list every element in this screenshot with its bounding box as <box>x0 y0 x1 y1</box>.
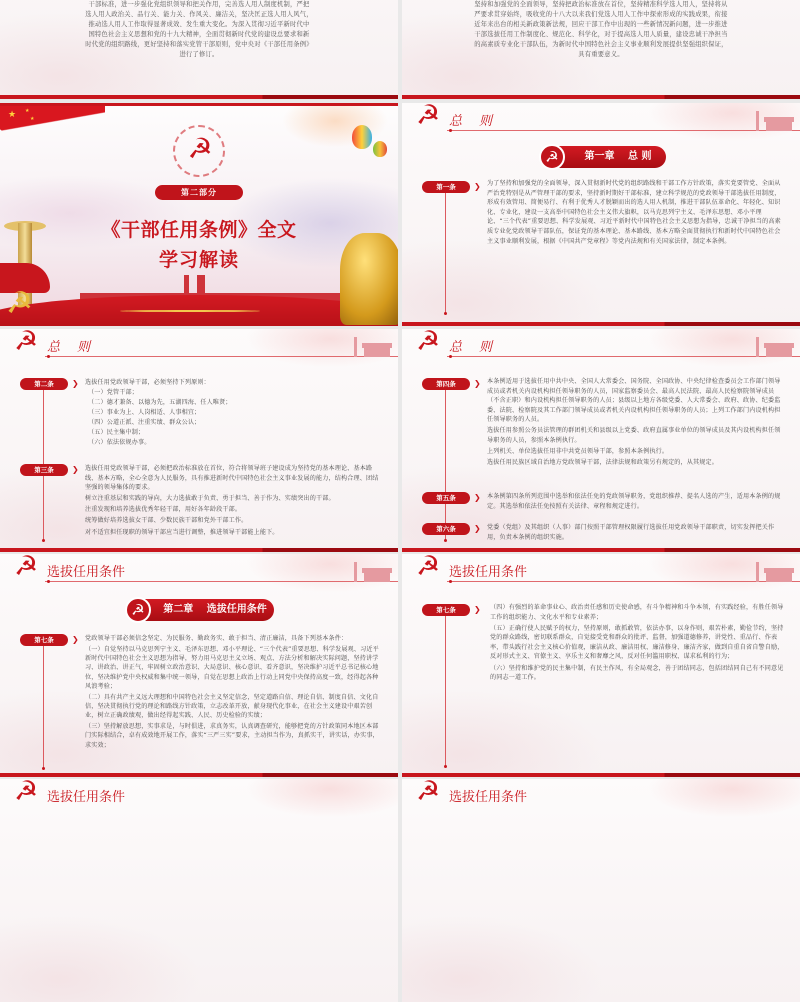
slide-bottom-bar <box>402 773 800 777</box>
principle-item: （二）德才兼备、以德为先，五湖四海、任人唯贤； <box>88 399 232 406</box>
article-paragraph: （一）自觉坚持以马克思列宁主义、毛泽东思想、邓小平理论、“三个代表”重要思想、科学发展观、习近平新时代中国特色社会主义思想为指导，努力用马克思主义立场、观点、方法分析和解决实际问题，坚持讲学习、讲政治、讲正气，牢固树立政治意识、大局意识、核心意识、看齐意识，坚决维护习近平总书记核心地位，坚决维护党中央权威和集中统一领导，自觉在思想上政治上行动上同党中央保持高度一致，经得起各种风浪考验； <box>85 645 379 690</box>
chevron-right-icon: ❯ <box>474 524 481 533</box>
chevron-right-icon: ❯ <box>474 379 481 388</box>
intro-text <box>442 0 760 60</box>
article-label: 第三条 <box>20 464 68 476</box>
chevron-right-icon: ❯ <box>72 465 79 474</box>
article-text <box>85 634 381 752</box>
text-line: 进行了修订。 <box>179 51 219 58</box>
article-paragraph: （三）坚持解放思想，实事求是，与时俱进，求真务实，认真调查研究，能够把党的方针政策同本地区本部门实际相结合，卓有成效地开展工作，落实“三严三实”要求，主动担当作为，真抓实干，讲实话，办实事，求实效； <box>85 723 379 749</box>
chapter-banner <box>542 146 666 168</box>
article-label: 第二条 <box>20 378 68 390</box>
slide-header-title: 总 则 <box>47 340 93 355</box>
article-paragraph: 选拔任用民族区域自治地方党政领导干部，法律法规和政策另有规定的，从其规定。 <box>487 459 719 467</box>
slide-header-title: 选拔任用条件 <box>449 790 528 805</box>
header-dot <box>449 129 452 132</box>
slide-thumbnail-intro-right[interactable] <box>402 0 800 99</box>
text-line: 干部选拔任用工作制度化、规范化、科学化，对于提高选人用人质量，建设忠诚干净担当 <box>474 31 728 38</box>
timeline-line <box>445 616 446 766</box>
article-label: 第七条 <box>422 604 470 616</box>
header-dot <box>449 355 452 358</box>
cover-subtitle: 学习解读 <box>158 249 239 271</box>
hot-air-balloon-icon <box>352 125 372 149</box>
timeline-dot <box>444 312 447 315</box>
hammer-sickle-icon: ☭ <box>416 103 441 131</box>
chevron-right-icon: ❯ <box>474 493 481 502</box>
article-intro: 选拔任用党政领导干部，必须坚持下列原则： <box>85 379 210 386</box>
timeline-line <box>445 193 446 313</box>
article-text <box>487 377 783 469</box>
red-flag-decoration: ★ ★ ★ <box>0 106 105 138</box>
text-line: 严要求贯穿始终，吸收党的十八大以来我们党选人用人工作中探索形成的实践成果，衔接 <box>474 11 728 18</box>
slide-bottom-bar <box>402 548 800 552</box>
header-dot <box>47 355 50 358</box>
article-paragraph: 注重发现和培养选拔优秀年轻干部，用好各年龄段干部。 <box>85 506 242 514</box>
slide-thumbnail-next-right[interactable] <box>402 779 800 1002</box>
cover-title: 《干部任用条例》全文 <box>101 219 297 241</box>
slide-bottom-bar <box>402 95 800 99</box>
hammer-sickle-icon: ☭ <box>14 329 39 357</box>
hammer-sickle-icon: ☭ <box>416 329 441 357</box>
timeline-dot <box>444 539 447 542</box>
article-paragraph: （四）有强烈的革命事业心、政治责任感和历史使命感，有斗争精神和斗争本领，有实践经验，有胜任领导工作的组织能力、文化水平和专业素养； <box>490 604 784 621</box>
timeline-line <box>43 646 44 768</box>
text-line: 推动选人用人工作取得显著成效、发生重大变化。为深入贯彻习近平新时代中 <box>88 21 310 28</box>
article-paragraph: 选拔任用参照公务员法管理的群团机关和县级以上党委、政府直属事业单位的领导成员及其内设机构担任领导职务的人员，参照本条例执行。 <box>487 427 781 445</box>
slide-header-title: 选拔任用条件 <box>449 565 528 580</box>
hammer-sickle-icon: ☭ <box>14 779 39 807</box>
gold-hammer-sickle-icon: ☭ <box>6 286 33 321</box>
slide-bottom-bar <box>0 95 398 99</box>
slide-header-title: 总 则 <box>449 340 495 355</box>
article-label: 第五条 <box>422 492 470 504</box>
text-line: 国特色社会主义思想和党的十九大精神，全面贯彻新时代党的建设总要求和新 <box>88 31 310 38</box>
tiananmen-icon <box>346 560 394 582</box>
header-dot <box>47 580 50 583</box>
tiananmen-icon <box>346 335 394 357</box>
slide-thumbnail-cover[interactable] <box>0 103 398 326</box>
article-paragraph: 党政领导干部必须信念坚定、为民服务、勤政务实、敢于担当、清正廉洁，具备下列基本条件： <box>85 635 348 642</box>
hammer-sickle-icon: ☭ <box>416 554 441 582</box>
text-line: 选人用人政治关、品行关、能力关、作风关、廉洁关，坚决匡正选人用人风气， <box>85 11 313 18</box>
part-badge: 第二部分 <box>155 185 243 200</box>
article-paragraph: 选拔任用党政领导干部，必须把政治标准放在首位，符合将领导班子建设成为坚持党的基本理论、基本路线、基本方略，全心全意为人民服务，具有推进新时代中国特色社会主义事业发展的能力，结构合理、团结坚强的领导集体的要求。 <box>85 465 379 492</box>
gold-line-decoration <box>120 310 260 312</box>
article-paragraph: 树立注重基层和实践的导向，大力选拔敢于负责、勇于担当、善于作为、实绩突出的干部。 <box>85 495 335 503</box>
hammer-sickle-icon: ☭ <box>187 132 213 165</box>
slide-thumbnail-article-7b[interactable] <box>402 554 800 777</box>
article-paragraph: （六）坚持和维护党的民主集中制，有民主作风，有全局观念，善于团结同志，包括团结同自己有不同意见的同志一道工作。 <box>490 664 784 682</box>
chapter-title: 第一章 总 则 <box>584 151 652 162</box>
hot-air-balloon-icon <box>373 141 387 157</box>
article-paragraph: （五）正确行使人民赋予的权力，坚持原则，敢抓敢管，依法办事，以身作则，艰苦朴素，勤俭节约，坚持党的群众路线，密切联系群众，自觉接受党和群众的批评、监督，加强道德修养，讲党性、重品行、作表率，带头践行社会主义核心价值观，廉洁从政、廉洁用权、廉洁修身、廉洁齐家，做到自重自省自警自励，反对形式主义、官僚主义、享乐主义和奢靡之风，反对任何滥用职权、谋求私利的行为； <box>490 624 784 661</box>
article-text <box>85 464 381 539</box>
text-line: 具有重要意义。 <box>578 51 624 58</box>
text-line: 时代党的组织路线，更好坚持和落实党管干部原则，党中央对《干部任用条例》 <box>85 41 313 48</box>
article-text <box>487 523 783 544</box>
slide-thumbnail-article-4-6[interactable] <box>402 329 800 552</box>
chapter-title: 第二章 选拔任用条件 <box>163 604 267 615</box>
text-line: 的高素质专业化干部队伍，为新时代中国特色社会主义事业顺利发展提供坚强组织保证， <box>474 41 728 48</box>
article-label: 第七条 <box>20 634 68 646</box>
article-label: 第四条 <box>422 378 470 390</box>
article-paragraph: （二）具有共产主义远大理想和中国特色社会主义坚定信念，坚定道路自信、理论自信、制度自信、文化自信，坚决贯彻执行党的理论和路线方针政策，立志改革开放，献身现代化事业，在社会主义建设中艰苦创业，树立正确政绩观，做出经得起实践、人民、历史检验的实绩； <box>85 693 379 720</box>
chevron-right-icon: ❯ <box>72 379 79 388</box>
principle-item: （一）党管干部； <box>88 389 138 396</box>
timeline-dot <box>42 539 45 542</box>
hammer-sickle-icon: ☭ <box>125 597 151 623</box>
slide-bottom-bar <box>0 773 398 777</box>
article-paragraph: 对不适宜担任现职的领导干部应当进行调整，推进领导干部能上能下。 <box>85 528 279 536</box>
article-text <box>490 603 786 684</box>
slide-thumbnail-article-1[interactable] <box>402 103 800 326</box>
article-paragraph: 本条例第四条所列范围中选举和依法任免的党政领导职务，党组织推荐、提名人选的产生，适用本条例的规定。其选举和依法任免按照有关法律、章程和规定进行。 <box>487 493 781 510</box>
article-text <box>487 492 783 513</box>
article-text <box>85 378 381 448</box>
article-paragraph: 党委（党组）及其组织（人事）部门按照干部管理权限履行选拔任用党政领导干部职责，切实发挥把关作用，负责本条例的组织实施。 <box>487 524 775 541</box>
slide-thumbnail-article-2-3[interactable] <box>0 329 398 552</box>
slide-thumbnail-article-7a[interactable] <box>0 554 398 777</box>
chevron-right-icon: ❯ <box>474 182 481 191</box>
golden-lion-decoration <box>340 233 398 325</box>
article-paragraph: 为了坚持和加强党的全面领导，深入贯彻新时代党的组织路线和干部工作方针政策，落实党要管党、全面从严治党特别是从严管理干部的要求，坚持新时期好干部标准，建立科学规范的党政领导干部选拔任用制度，形成有效管用、简便易行、有利于优秀人才脱颖而出的选人用人机制，推进干部队伍革命化、年轻化、知识化、专业化，建设一支高举中国特色社会主义伟大旗帜，以马克思列宁主义、毛泽东思想、邓小平理论、“三个代表”重要思想、科学发展观、习近平新时代中国特色社会主义思想为指导，忠诚干净担当的高素质专业化党政领导干部队伍，保证党的基本理论、基本路线、基本方略全面贯彻执行和新时代中国特色社会主义事业顺利发展，根据《中国共产党章程》等党内法规和有关国家法律，制定本条例。 <box>487 180 781 245</box>
timeline-line <box>445 390 446 540</box>
slide-header-title: 选拔任用条件 <box>47 565 126 580</box>
slide-header-title: 选拔任用条件 <box>47 790 126 805</box>
tiananmen-icon <box>748 335 796 357</box>
tiananmen-icon <box>748 109 796 131</box>
article-paragraph: 统筹做好培养选拔女干部、少数民族干部和党外干部工作。 <box>85 517 248 525</box>
slide-bottom-bar <box>402 322 800 326</box>
tiananmen-icon <box>748 560 796 582</box>
text-line: 近年来出台的相关新政策新法规，回应干部工作中出现的一些新情况新问题，进一步推进 <box>474 21 728 28</box>
principle-item: （三）事业为上、人岗相适、人事相宜； <box>88 409 201 416</box>
slide-thumbnail-intro-left[interactable] <box>0 0 398 99</box>
slide-thumbnail-next-left[interactable] <box>0 779 398 1002</box>
article-label: 第一条 <box>422 181 470 193</box>
slide-header-title: 总 则 <box>449 114 495 129</box>
principle-item: （四）公道正派、注重实绩、群众公认； <box>88 419 201 426</box>
article-label: 第六条 <box>422 523 470 535</box>
slide-bottom-bar <box>0 548 398 552</box>
hammer-sickle-icon: ☭ <box>539 144 565 170</box>
header-dot <box>449 580 452 583</box>
chevron-right-icon: ❯ <box>72 635 79 644</box>
text-line: 坚持和加强党的全面领导，坚持把政治标准放在首位，坚持精准科学选人用人，坚持将从 <box>474 1 728 8</box>
chevron-right-icon: ❯ <box>474 605 481 614</box>
intro-text <box>40 0 358 60</box>
principle-item: （五）民主集中制； <box>88 429 145 436</box>
text-line: 干部标准，进一步强化党组织领导和把关作用，完善选人用人制度机制，严把 <box>88 1 310 8</box>
principle-item: （六）依法依规办事。 <box>88 439 151 446</box>
timeline-dot <box>444 765 447 768</box>
article-paragraph: 上列机关、单位选拔任用非中共党员领导干部，参照本条例执行。 <box>487 448 669 456</box>
article-paragraph: 本条例适用于选拔任用中共中央、全国人大常委会、国务院、全国政协、中央纪律检查委员会工作部门领导成员或者机关内设机构担任领导职务的人员，国家监察委员会、最高人民法院、最高人民检察院领导成员（不含正职）和内设机构担任领导职务的人员；县级以上地方各级党委、人大常委会、政府、政协、纪委监委、法院、检察院及其工作部门领导成员或者机关内设机构担任领导职务的人员；上列工作部门内设机构担任领导职务的人员。 <box>487 378 781 424</box>
timeline-dot <box>42 767 45 770</box>
hammer-sickle-icon: ☭ <box>416 779 441 807</box>
article-text <box>487 179 783 248</box>
hammer-sickle-icon: ☭ <box>14 554 39 582</box>
chapter-banner <box>128 599 274 621</box>
